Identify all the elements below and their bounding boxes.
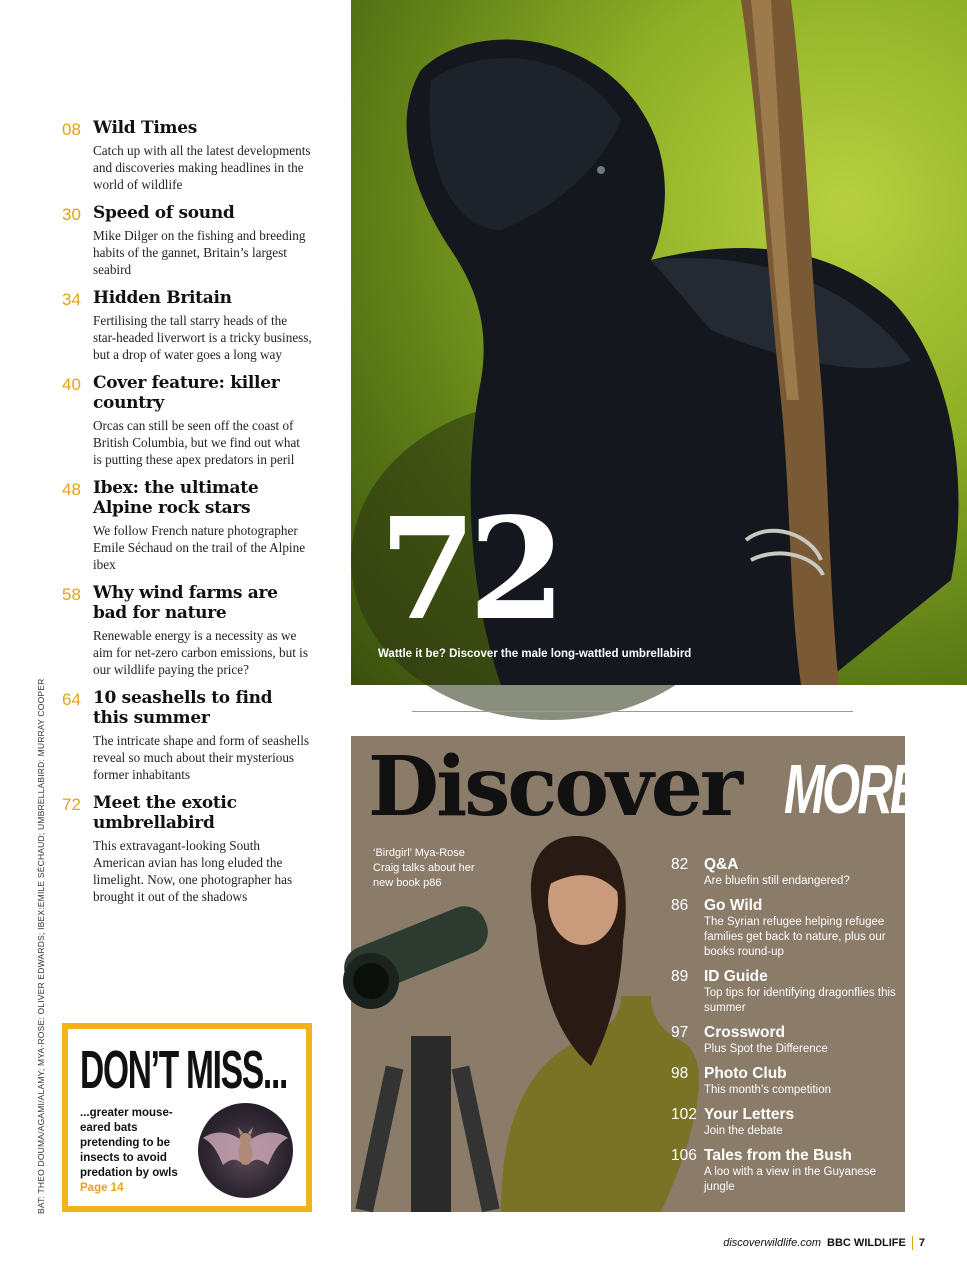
dont-miss-text (80, 1106, 188, 1196)
contents-item-number: 64 (62, 690, 81, 709)
hero-page-number: 72 (379, 488, 558, 652)
contents-item-description: Orcas can still be seen off the coast of British Columbia, but we find out what is putting these apex predators in peril (93, 418, 300, 467)
hero-photo-umbrellabird[interactable] (351, 0, 967, 685)
dont-miss-description: ...greater mouse-eared bats pretending to be insects to avoid predation by owls (80, 1107, 178, 1179)
contents-item-title: Wild Times (93, 118, 197, 138)
contents-item-title: Speed of sound (93, 203, 235, 223)
discover-list (671, 856, 896, 1203)
contents-item[interactable] (62, 478, 312, 573)
discover-item-number: 82 (671, 856, 689, 873)
contents-item-description: The intricate shape and form of seashells reveal so much about their mysterious former inhabitants (93, 733, 310, 782)
discover-item[interactable] (671, 1147, 896, 1195)
contents-item-title: Ibex: the ultimate Alpine rock stars (93, 478, 259, 518)
discover-item-title: ID Guide (704, 968, 768, 985)
contents-item[interactable] (62, 118, 312, 193)
contents-item-description: This extravagant-looking South American avian has long eluded the limelight. Now, one photographer has brought it out of the shadows (93, 838, 293, 904)
hero-caption: Wattle it be? Discover the male long-wattled umbrellabird (378, 648, 692, 660)
bat-photo (198, 1103, 293, 1198)
footer-brand: BBC WILDLIFE (827, 1237, 906, 1249)
contents-item[interactable] (62, 288, 312, 363)
discover-item-number: 106 (671, 1147, 697, 1164)
discover-item-description: The Syrian refugee helping refugee families get back to nature, plus our books round-up (704, 916, 886, 958)
discover-more-panel (351, 736, 920, 1212)
discover-item-title: Q&A (704, 856, 739, 873)
discover-item[interactable] (671, 1024, 896, 1057)
discover-item-number: 97 (671, 1024, 689, 1041)
contents-item-description: Catch up with all the latest developments and discoveries making headlines in the world of wildlife (93, 143, 311, 192)
dont-miss-heading: DON’T MISS... (80, 1040, 288, 1100)
discover-item-description: Join the debate (704, 1125, 783, 1137)
discover-item-description: Top tips for identifying dragonflies this summer (704, 987, 896, 1014)
contents-item[interactable] (62, 373, 312, 468)
section-divider (412, 711, 853, 712)
contents-item-title: Meet the exotic umbrellabird (93, 793, 237, 833)
discover-item-description: Are bluefin still endangered? (704, 875, 850, 887)
discover-heading: Discover (368, 739, 741, 835)
contents-item-description: Renewable energy is a necessity as we aim for net-zero carbon emissions, but is our wildlife paying the price? (93, 628, 308, 677)
contents-item-number: 48 (62, 480, 81, 499)
discover-item[interactable] (671, 968, 896, 1016)
discover-item-number: 98 (671, 1065, 689, 1082)
contents-item-title: Why wind farms are bad for nature (93, 583, 278, 623)
footer-separator (912, 1236, 913, 1250)
discover-item-number: 89 (671, 968, 689, 985)
discover-item-description: This month’s competition (704, 1084, 831, 1096)
bat-icon (198, 1103, 293, 1198)
contents-item-number: 08 (62, 120, 81, 139)
contents-item-number: 72 (62, 795, 81, 814)
discover-item-title: Crossword (704, 1024, 785, 1041)
more-heading: MORE (784, 750, 920, 828)
contents-item-title: 10 seashells to find this summer (93, 688, 273, 728)
discover-item-description: A loo with a view in the Guyanese jungle (704, 1166, 876, 1193)
footer-site-link[interactable]: discoverwildlife.com (723, 1237, 822, 1249)
discover-item-description: Plus Spot the Difference (704, 1043, 828, 1055)
page-number: 7 (918, 1237, 925, 1249)
contents-item-number: 30 (62, 205, 81, 224)
contents-item[interactable] (62, 688, 312, 783)
discover-item-title: Go Wild (704, 897, 763, 914)
contents-item-title: Cover feature: killer country (93, 373, 280, 413)
dont-miss-box[interactable] (62, 1023, 312, 1212)
contents-item-number: 34 (62, 290, 81, 309)
discover-item[interactable] (671, 856, 896, 889)
contents-item[interactable] (62, 203, 312, 278)
discover-item-title: Photo Club (704, 1065, 787, 1082)
discover-item-title: Tales from the Bush (704, 1147, 852, 1164)
discover-item[interactable] (671, 1065, 896, 1098)
photo-credits: BAT: THEO DOUMA/AGAMI/ALAMY; MYA-ROSE: OLIVER EDWARDS; IBEX:EMILE SÉCHAUD; UMBRELLABIRD: MURRAY COOPER (36, 678, 46, 1214)
contents-item-number: 58 (62, 585, 81, 604)
contents-list (62, 118, 312, 915)
discover-item[interactable] (671, 897, 896, 960)
contents-item-number: 40 (62, 375, 81, 394)
page-footer (723, 1236, 925, 1250)
discover-item-number: 102 (671, 1106, 697, 1123)
contents-item-title: Hidden Britain (93, 288, 232, 308)
discover-photo-caption: ‘Birdgirl’ Mya-Rose Craig talks about her new book p86 (373, 847, 475, 889)
dont-miss-page-link[interactable]: Page 14 (80, 1182, 124, 1194)
contents-item-description: Mike Dilger on the fishing and breeding habits of the gannet, Britain’s largest seabird (93, 228, 306, 277)
contents-item-description: We follow French nature photographer Emile Séchaud on the trail of the Alpine ibex (93, 523, 306, 572)
discover-item[interactable] (671, 1106, 896, 1139)
contents-item-description: Fertilising the tall starry heads of the star-headed liverwort is a tricky business, but a drop of water goes a long way (93, 313, 312, 362)
discover-item-number: 86 (671, 897, 689, 914)
contents-item[interactable] (62, 583, 312, 678)
contents-item[interactable] (62, 793, 312, 905)
discover-item-title: Your Letters (704, 1106, 795, 1123)
